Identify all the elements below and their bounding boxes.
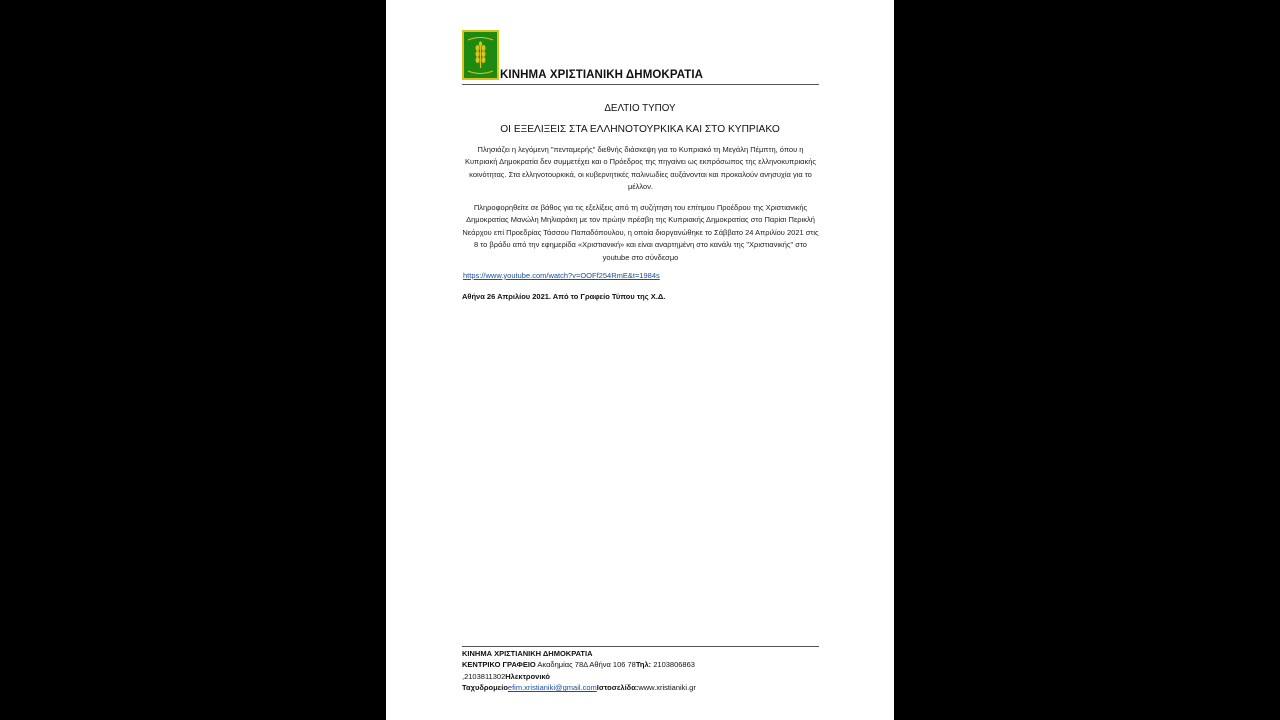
document-type-title: ΔΕΛΤΙΟ ΤΥΠΟΥ [604,103,676,114]
footer-email-label-a: Ηλεκτρονικό [505,671,550,681]
header-divider [462,84,819,85]
footer-email-label-b: Ταχυδρομείο [462,683,508,693]
footer-divider [462,646,819,647]
paragraph-2: Πληροφορηθείτε σε βάθος για τις εξελίξεις από τη συζήτηση του επίτιμου Προέδρου της Χριστιανικής Δημοκρατίας Μανώλη Μηλιαράκη με τον πρώην πρέσβη της Κυπριακής Δημοκρατίας στο Παρίσι Περικλή Νεάρχου επί Προεδρίας Τάσσου Παπαδόπουλου, η οποία διοργανώθηκε το Σάββατο 24 Απριλίου 2021 στις 8 το βράδυ από την εφημερίδα «Χριστιανική» και είναι αναρτημένη στο κανάλι της "Χριστιανικής" στο youtube στο σύνδεσμο [462,203,819,262]
footer-tel-label: Τηλ: [635,660,652,670]
footer-tel2: ,2103811302 [462,671,506,681]
wheat-emblem-icon [464,32,497,78]
footer-site: www.xristianiki.gr [638,683,696,693]
youtube-link[interactable]: https://www.youtube.com/watch?v=OOFf254RmE&t=1984s [463,271,660,280]
footer-address: Ακαδημίας 78Δ Αθήνα 106 78 [535,660,636,670]
headline: ΟΙ ΕΞΕΛΙΞΕΙΣ ΣΤΑ ΕΛΛΗΝΟΤΟΥΡΚΙΚΑ ΚΑΙ ΣΤΟ ΚΥΠΡΙΑΚΟ [500,124,780,135]
footer-office-label: ΚΕΝΤΡΙΚΟ ΓΡΑΦΕΙΟ [462,660,536,670]
footer-org: ΚΙΝΗΜΑ ΧΡΙΣΤΙΑΝΙΚΗ ΔΗΜΟΚΡΑΤΙΑ [462,649,593,658]
footer-email-link[interactable]: efim.xristianiki@gmail.com [507,683,597,693]
footer [462,648,822,694]
footer-site-label: Ιστοσελίδα: [596,683,639,693]
party-logo [462,30,499,80]
document-page [386,0,894,720]
footer-tel: 2103806863 [651,660,695,670]
organization-name: ΚΙΝΗΜΑ ΧΡΙΣΤΙΑΝΙΚΗ ΔΗΜΟΚΡΑΤΙΑ [500,69,704,81]
dateline: Αθήνα 26 Απριλίου 2021. Από το Γραφείο Τύπου της Χ.Δ. [462,292,666,301]
paragraph-1: Πλησιάζει η λεγόμενη "πενταμερής" διεθνής διάσκεψη για το Κυπριακό τη Μεγάλη Πέμπτη, όπου η Κυπριακή Δημοκρατία δεν συμμετέχει και ο Πρόεδρος της πηγαίνει ως εκπρόσωπος της ελληνοκυπριακής κοινότητας. Στα ελληνοτουρκικά, οι κυβερνητικές παλινωδίες αυξάνονται και προκαλούν ανησυχία για το μέλλον. [464,145,817,192]
